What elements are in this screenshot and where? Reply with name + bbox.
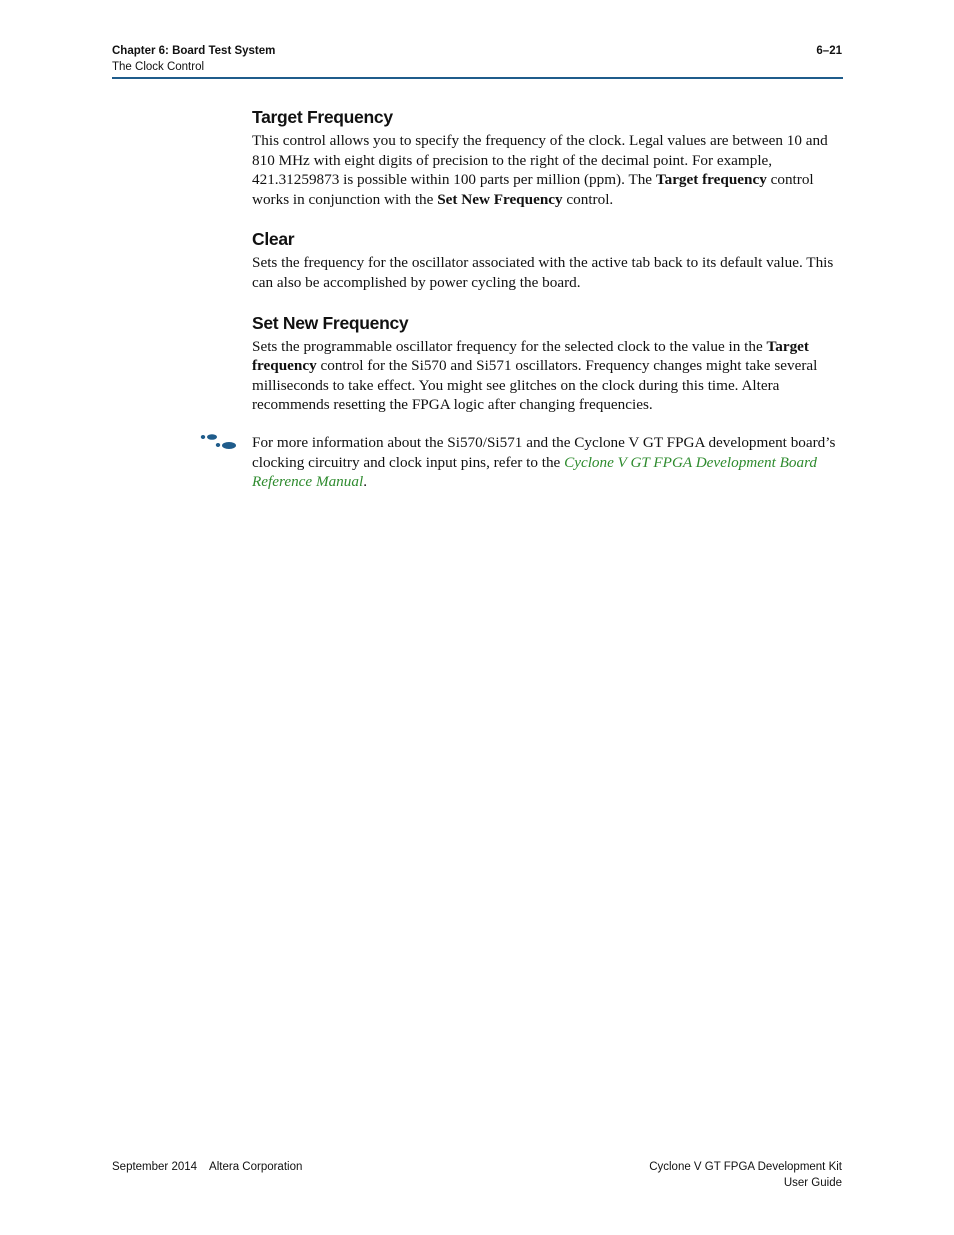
text-run: For more information about the Si570/Si571 and the Cyclone V GT FPGA development board’s clocking circuitry and clock input pins, refer to the [252, 433, 836, 471]
bold-term: Set New Frequency [437, 190, 563, 208]
footer-date: September 2014 [112, 1161, 198, 1173]
section-heading: Set New Frequency [252, 312, 409, 333]
text-run: control for the Si570 and Si571 oscillators. Frequency changes might take several milliseconds to take effect. You might see glitches on the clock during this time. Altera recommends resetting the FPGA logic after changing frequencies. [252, 357, 818, 414]
section-heading: Clear [252, 229, 295, 250]
main-content [252, 105, 844, 492]
text-run: . [363, 473, 367, 491]
text-run: Sets the programmable oscillator frequency for the selected clock to the value in the [252, 337, 767, 355]
text-run: control works in conjunction with the [252, 171, 814, 208]
header-rule [112, 77, 843, 79]
paragraph [252, 337, 844, 415]
paragraph: Sets the frequency for the oscillator associated with the active tab back to its default value. This can also be accomplished by power cycling the board. [252, 254, 834, 291]
footer-doc-title: Cyclone V GT FPGA Development Kit [649, 1161, 842, 1173]
section-set-new-frequency [252, 311, 844, 415]
section-heading: Target Frequency [252, 107, 393, 127]
bold-term: Target frequency [252, 337, 809, 375]
chapter-title: Chapter 6: Board Test System [112, 45, 276, 57]
bold-term: Target frequency [655, 171, 767, 189]
reference-manual-link[interactable]: Cyclone V GT FPGA Development Board Reference Manual [252, 453, 818, 491]
note-text [252, 433, 844, 492]
footprints-icon [200, 433, 240, 451]
text-run: This control allows you to specify the frequency of the clock. Legal values are between 10 and 810 MHz with eight digits of precision to the right of the decimal point. For example, 421.31259873 is possible within 100 parts per million (ppm). The [252, 132, 828, 189]
note-block [252, 433, 844, 492]
page-header [112, 43, 842, 75]
footer-company: Altera Corporation [209, 1161, 303, 1173]
footer-doc-type: User Guide [783, 1177, 842, 1189]
section-target-frequency [252, 105, 844, 209]
page-footer [112, 1159, 842, 1189]
footer-doc-info [649, 1159, 842, 1191]
text-run: control. [562, 190, 614, 208]
paragraph [252, 131, 844, 209]
section-clear [252, 227, 844, 292]
page-number: 6–21 [816, 45, 842, 57]
section-title: The Clock Control [112, 61, 205, 73]
